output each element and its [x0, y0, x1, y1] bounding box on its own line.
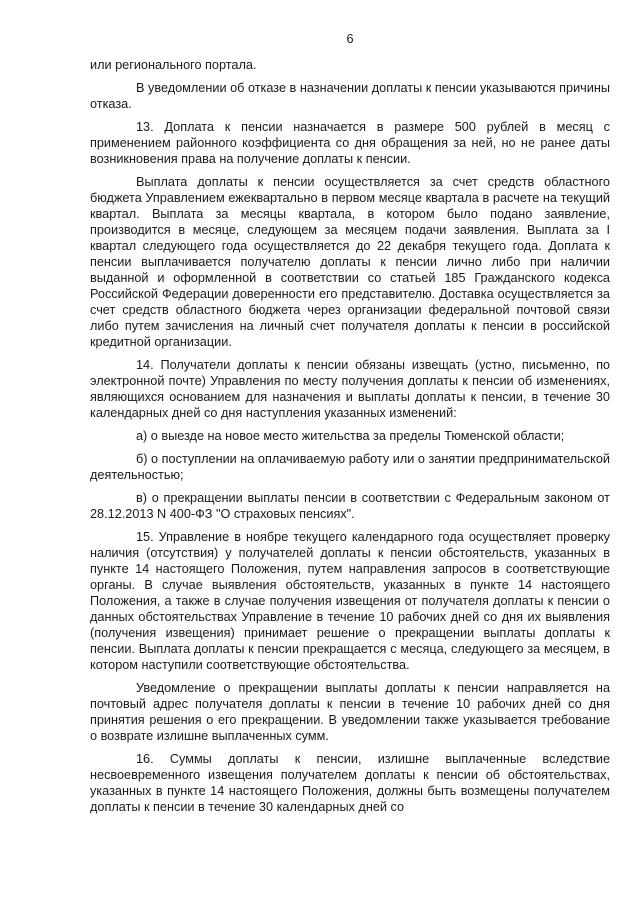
- paragraph-payment-procedure: Выплата доплаты к пенсии осуществляется за счет средств областного бюджета Управлением ежеквартально в первом месяце квартала в расчете на текущий квартал. Выплата за месяцы квартала, в котором было подано заявление, производится в месяце, следующем за месяцем подачи заявления. Выплата за I квартал следующего года осуществляется до 22 декабря текущего года. Доплата к пенсии выплачивается получателю доплаты к пенсии лично либо при наличии выданной и оформленной в соответствии со статьей 185 Гражданского кодекса Российской Федерации доверенности его представителю. Доставка осуществляется за счет средств областного бюджета через организации федеральной почтовой связи либо путем зачисления на личный счет получателя доплаты к пенсии в российской кредитной организации.: [90, 175, 610, 349]
- paragraph-15-verification: 15. Управление в ноябре текущего календарного года осуществляет проверку наличия (отсутствия) у получателей доплаты к пенсии обстоятельств, указанных в пункте 14 настоящего Положения, путем направления запросов в соответствующие органы. В случае выявления обстоятельств, указанных в пункте 14 настоящего Положения, а также в случае получения извещения от получателя доплаты к пенсии о данных обстоятельствах Управление в течение 10 рабочих дней со дня их выявления (получения извещения) принимает решение о прекращении выплаты доплаты к пенсии. Выплата доплаты к пенсии прекращается с месяца, следующего за месяцем, в котором наступили соответствующие обстоятельства.: [90, 530, 610, 672]
- page-number: 6: [346, 32, 354, 46]
- list-item-b: б) о поступлении на оплачиваемую работу или о занятии предпринимательской деятельностью;: [90, 452, 610, 482]
- paragraph-termination-notice: Уведомление о прекращении выплаты доплаты к пенсии направляется на почтовый адрес получателя доплаты к пенсии в течение 10 рабочих дней со дня принятия решения о его прекращении. В уведомлении также указывается требование о возврате излишне выплаченных сумм.: [90, 681, 610, 743]
- paragraph-refusal-reasons: В уведомлении об отказе в назначении доплаты к пенсии указываются причины отказа.: [90, 81, 610, 111]
- paragraph-14-obligations: 14. Получатели доплаты к пенсии обязаны извещать (устно, письменно, по электронной почте) Управления по месту получения доплаты к пенсии об изменениях, являющихся основанием для назначения и выплаты доплаты к пенсии, в течение 30 календарных дней со дня наступления указанных изменений:: [90, 358, 610, 420]
- document-body: [90, 57, 610, 815]
- paragraph-13-amount: 13. Доплата к пенсии назначается в размере 500 рублей в месяц с применением районного коэффициента со дня обращения за ней, но не ранее даты возникновения права на получение доплаты к пенсии.: [90, 120, 610, 166]
- list-item-a: а) о выезде на новое место жительства за пределы Тюменской области;: [136, 429, 565, 443]
- paragraph-portal-continuation: или регионального портала.: [90, 58, 257, 72]
- list-item-v: в) о прекращении выплаты пенсии в соответствии с Федеральным законом от 28.12.2013 N 400-ФЗ "О страховых пенсиях".: [90, 491, 610, 521]
- paragraph-16-refunds: 16. Суммы доплаты к пенсии, излишне выплаченные вследствие несвоевременного извещения получателем доплаты к пенсии об обстоятельствах, указанных в пункте 14 настоящего Положения, должны быть возмещены получателем доплаты к пенсии в течение 30 календарных дней со: [90, 752, 610, 814]
